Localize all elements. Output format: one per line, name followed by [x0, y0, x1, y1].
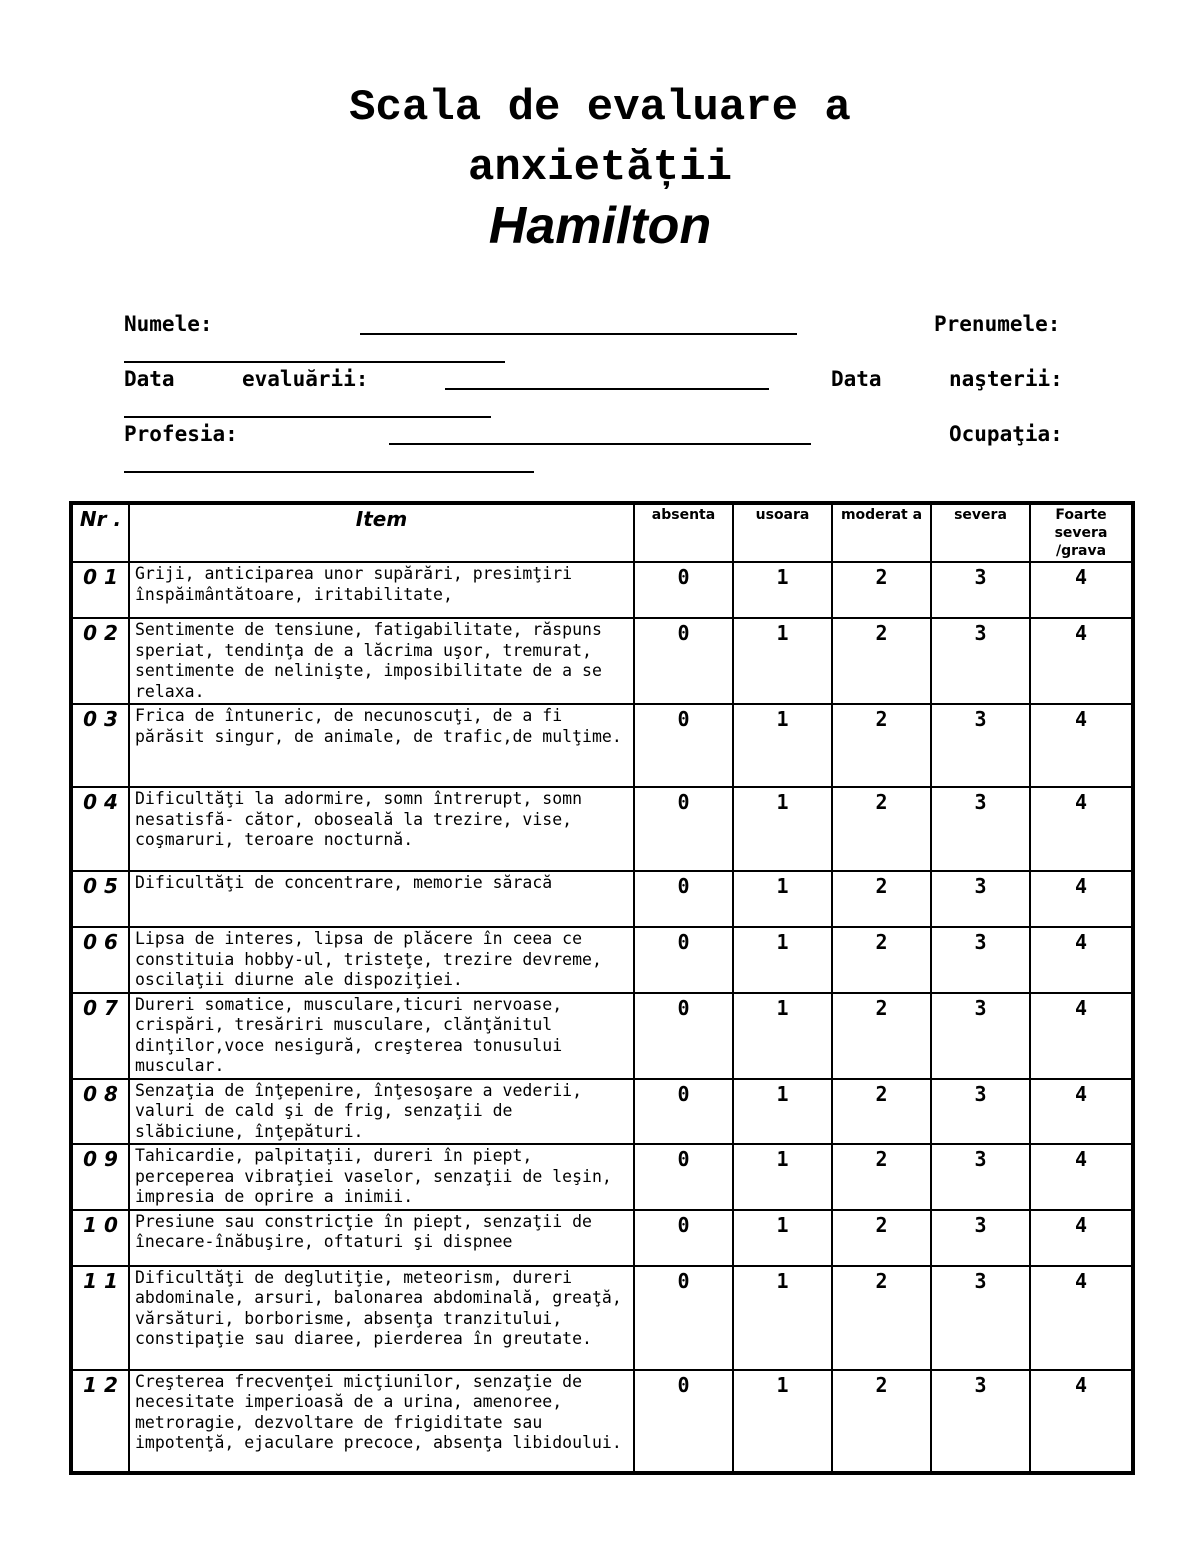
label-data-nasterii-1: Data: [831, 367, 882, 391]
score-moderata[interactable]: 2: [832, 871, 931, 927]
score-foarte[interactable]: 4: [1030, 618, 1133, 704]
header-item: Item: [129, 503, 634, 562]
score-foarte[interactable]: 4: [1030, 787, 1133, 871]
score-severa[interactable]: 3: [931, 787, 1030, 871]
item-number: 1 0: [71, 1210, 129, 1266]
item-number: 1 1: [71, 1266, 129, 1370]
score-foarte[interactable]: 4: [1030, 1079, 1133, 1145]
table-row: [71, 704, 1133, 787]
score-severa[interactable]: 3: [931, 1079, 1030, 1145]
title-line-1: Scala de evaluare a: [349, 83, 851, 133]
item-number: 0 9: [71, 1144, 129, 1210]
score-usoara[interactable]: 1: [733, 562, 832, 618]
table-row: [71, 1370, 1133, 1473]
score-severa[interactable]: 3: [931, 618, 1030, 704]
title-hamilton: Hamilton: [488, 197, 712, 255]
score-severa[interactable]: 3: [931, 562, 1030, 618]
score-usoara[interactable]: 1: [733, 1210, 832, 1266]
score-foarte[interactable]: 4: [1030, 993, 1133, 1079]
item-description: Creşterea frecvenţei micţiunilor, senzaţie de necesitate imperioasă de a urina, amenoree, metroragie, dezvoltare de frigiditate sau impotenţă, ejaculare precoce, absenţa libidoului.: [129, 1370, 634, 1473]
score-usoara[interactable]: 1: [733, 993, 832, 1079]
score-absenta[interactable]: 0: [634, 871, 733, 927]
score-absenta[interactable]: 0: [634, 1079, 733, 1145]
item-description: Lipsa de interes, lipsa de plăcere în ceea ce constituia hobby-ul, tristeţe, trezire devreme, oscilaţii diurne ale dispoziţiei.: [129, 927, 634, 993]
patient-info-form: [0, 0, 1200, 480]
score-severa[interactable]: 3: [931, 704, 1030, 787]
score-usoara[interactable]: 1: [733, 1370, 832, 1473]
score-absenta[interactable]: 0: [634, 1144, 733, 1210]
score-usoara[interactable]: 1: [733, 1079, 832, 1145]
profesia-line[interactable]: [389, 443, 811, 445]
score-moderata[interactable]: 2: [832, 787, 931, 871]
score-absenta[interactable]: 0: [634, 1266, 733, 1370]
label-prenumele: Prenumele:: [934, 312, 1061, 336]
item-number: 0 6: [71, 927, 129, 993]
label-ocupatia: Ocupaţia:: [949, 422, 1063, 446]
score-usoara[interactable]: 1: [733, 871, 832, 927]
label-data-evaluarii-2: evaluării:: [242, 367, 369, 391]
score-severa[interactable]: 3: [931, 1266, 1030, 1370]
score-severa[interactable]: 3: [931, 1210, 1030, 1266]
title-line-2: anxietății: [467, 143, 733, 193]
label-profesia: Profesia:: [124, 422, 238, 446]
table-header-row: [71, 503, 1133, 562]
header-moderata: moderat a: [832, 503, 931, 562]
header-usoara: usoara: [733, 503, 832, 562]
item-number: 0 5: [71, 871, 129, 927]
hamilton-scale-table: [69, 501, 1135, 1475]
table-row: [71, 618, 1133, 704]
score-moderata[interactable]: 2: [832, 1266, 931, 1370]
table-row: [71, 562, 1133, 618]
score-usoara[interactable]: 1: [733, 704, 832, 787]
score-moderata[interactable]: 2: [832, 927, 931, 993]
score-absenta[interactable]: 0: [634, 993, 733, 1079]
header-absenta: absenta: [634, 503, 733, 562]
table-row: [71, 871, 1133, 927]
score-foarte[interactable]: 4: [1030, 927, 1133, 993]
table-row: [71, 993, 1133, 1079]
score-absenta[interactable]: 0: [634, 787, 733, 871]
item-number: 0 3: [71, 704, 129, 787]
item-description: Dureri somatice, musculare,ticuri nervoase, crispări, tresăriri musculare, clănţănitul dinţilor,voce nesigură, creşterea tonusului muscular.: [129, 993, 634, 1079]
score-absenta[interactable]: 0: [634, 704, 733, 787]
header-nr: Nr .: [71, 503, 129, 562]
score-moderata[interactable]: 2: [832, 1079, 931, 1145]
score-absenta[interactable]: 0: [634, 1370, 733, 1473]
item-description: Sentimente de tensiune, fatigabilitate, răspuns speriat, tendinţa de a lăcrima uşor, tremurat, sentimente de nelinişte, imposibilitate de a se relaxa.: [129, 618, 634, 704]
score-usoara[interactable]: 1: [733, 1266, 832, 1370]
score-moderata[interactable]: 2: [832, 704, 931, 787]
score-severa[interactable]: 3: [931, 871, 1030, 927]
item-description: Dificultăţi la adormire, somn întrerupt, somn nesatisfă- cător, oboseală la trezire, vise, coşmaruri, teroare nocturnă.: [129, 787, 634, 871]
label-numele: Numele:: [124, 312, 213, 336]
score-moderata[interactable]: 2: [832, 1210, 931, 1266]
item-description: Dificultăţi de concentrare, memorie săracă: [129, 871, 634, 927]
item-description: Presiune sau constricţie în piept, senzaţii de înecare-înăbuşire, oftaturi şi dispnee: [129, 1210, 634, 1266]
score-absenta[interactable]: 0: [634, 562, 733, 618]
item-description: Griji, anticiparea unor supărări, presimţiri înspăimântătoare, iritabilitate,: [129, 562, 634, 618]
score-absenta[interactable]: 0: [634, 618, 733, 704]
score-severa[interactable]: 3: [931, 927, 1030, 993]
score-usoara[interactable]: 1: [733, 618, 832, 704]
score-moderata[interactable]: 2: [832, 1144, 931, 1210]
item-number: 0 2: [71, 618, 129, 704]
score-foarte[interactable]: 4: [1030, 1266, 1133, 1370]
data-evaluarii-line[interactable]: [445, 388, 769, 390]
item-number: 0 4: [71, 787, 129, 871]
label-data-nasterii-2: naşterii:: [949, 367, 1063, 391]
item-number: 0 1: [71, 562, 129, 618]
score-foarte[interactable]: 4: [1030, 1144, 1133, 1210]
score-moderata[interactable]: 2: [832, 562, 931, 618]
ocupatia-line[interactable]: [124, 471, 534, 473]
score-absenta[interactable]: 0: [634, 927, 733, 993]
score-severa[interactable]: 3: [931, 1370, 1030, 1473]
score-foarte[interactable]: 4: [1030, 1210, 1133, 1266]
table-row: [71, 927, 1133, 993]
header-severa: severa: [931, 503, 1030, 562]
table-row: [71, 1210, 1133, 1266]
score-usoara[interactable]: 1: [733, 787, 832, 871]
score-foarte[interactable]: 4: [1030, 704, 1133, 787]
item-description: Frica de întuneric, de necunoscuţi, de a fi părăsit singur, de animale, de trafic,de mulţime.: [129, 704, 634, 787]
item-number: 0 8: [71, 1079, 129, 1145]
header-foarte-severa: Foarte severa /grava: [1030, 503, 1133, 562]
score-foarte[interactable]: 4: [1030, 562, 1133, 618]
score-foarte[interactable]: 4: [1030, 1370, 1133, 1473]
score-foarte[interactable]: 4: [1030, 871, 1133, 927]
score-moderata[interactable]: 2: [832, 618, 931, 704]
score-usoara[interactable]: 1: [733, 927, 832, 993]
prenumele-line[interactable]: [124, 361, 505, 363]
item-number: 1 2: [71, 1370, 129, 1473]
table-row: [71, 1266, 1133, 1370]
label-data-evaluarii-1: Data: [124, 367, 175, 391]
score-severa[interactable]: 3: [931, 993, 1030, 1079]
table-row: [71, 787, 1133, 871]
score-moderata[interactable]: 2: [832, 1370, 931, 1473]
score-usoara[interactable]: 1: [733, 1144, 832, 1210]
score-moderata[interactable]: 2: [832, 993, 931, 1079]
table-row: [71, 1144, 1133, 1210]
score-severa[interactable]: 3: [931, 1144, 1030, 1210]
item-number: 0 7: [71, 993, 129, 1079]
item-description: Senzaţia de înţepenire, înţesoşare a vederii, valuri de cald şi de frig, senzaţii de slăbiciune, înţepături.: [129, 1079, 634, 1145]
item-description: Tahicardie, palpitaţii, dureri în piept, perceperea vibraţiei vaselor, senzaţii de leşin, impresia de oprire a inimii.: [129, 1144, 634, 1210]
table-body: [71, 562, 1133, 1473]
table-row: [71, 1079, 1133, 1145]
item-description: Dificultăţi de deglutiţie, meteorism, dureri abdominale, arsuri, balonarea abdominală, greaţă, vărsături, borborisme, absenţa tranzitului, constipaţie sau diaree, pierderea în greutate.: [129, 1266, 634, 1370]
score-absenta[interactable]: 0: [634, 1210, 733, 1266]
numele-line[interactable]: [360, 333, 797, 335]
data-nasterii-line[interactable]: [124, 416, 491, 418]
